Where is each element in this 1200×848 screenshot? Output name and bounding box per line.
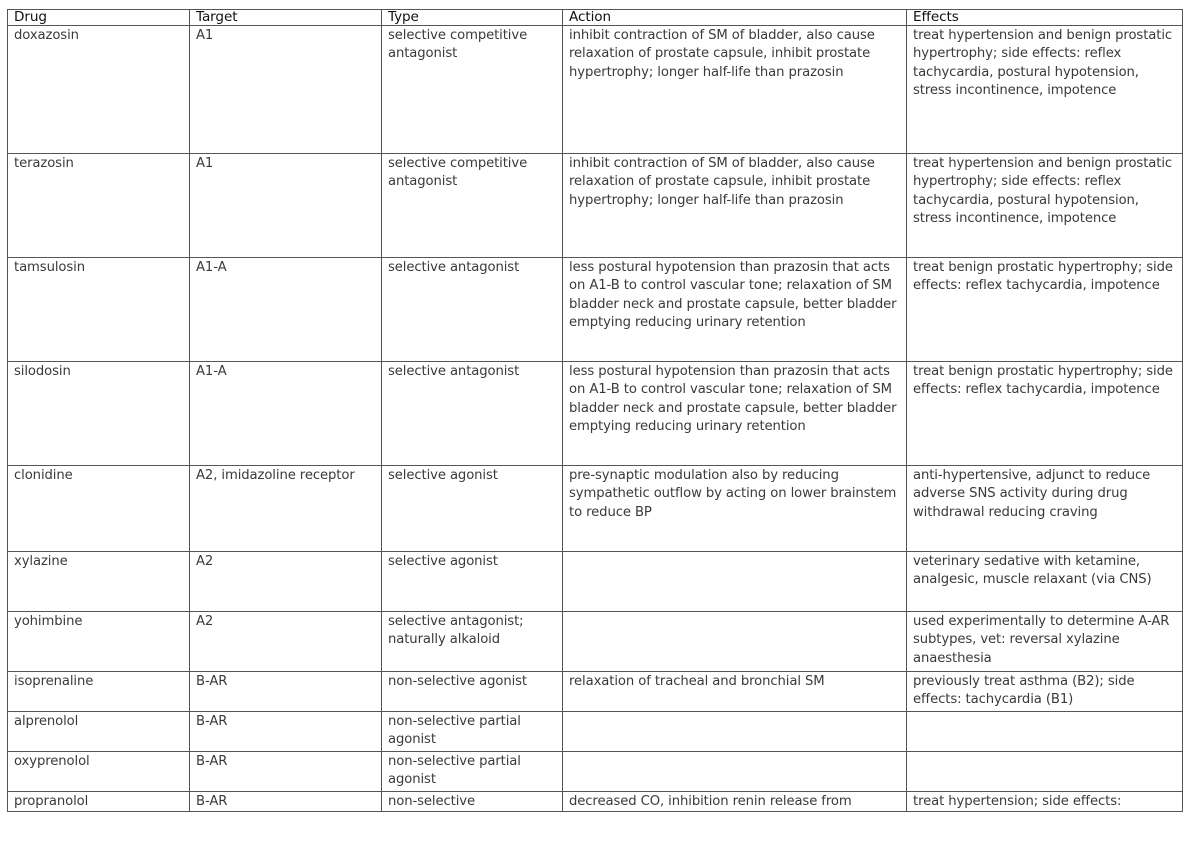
cell-drug: isoprenaline [8,672,190,712]
cell-effects: previously treat asthma (B2); side effects: tachycardia (B1) [907,672,1183,712]
cell-action [563,712,907,752]
table-row [8,792,1183,812]
cell-action [563,612,907,672]
cell-target: B-AR [190,712,382,752]
cell-effects: treat hypertension and benign prostatic hypertrophy; side effects: reflex tachycardia, postural hypotension, stress incontinence, impotence [907,26,1183,154]
cell-drug: terazosin [8,154,190,258]
cell-drug: alprenolol [8,712,190,752]
table-row [8,552,1183,612]
cell-type: selective antagonist; naturally alkaloid [382,612,563,672]
cell-drug: xylazine [8,552,190,612]
cell-drug: doxazosin [8,26,190,154]
header-effects: Effects [907,10,1183,26]
cell-type: non-selective partial agonist [382,712,563,752]
cell-target: B-AR [190,752,382,792]
cell-type: selective agonist [382,552,563,612]
cell-target: A2 [190,552,382,612]
cell-type: selective antagonist [382,258,563,362]
cell-type: selective competitive antagonist [382,26,563,154]
cell-effects: used experimentally to determine A-AR subtypes, vet: reversal xylazine anaesthesia [907,612,1183,672]
header-target: Target [190,10,382,26]
cell-effects: veterinary sedative with ketamine, analgesic, muscle relaxant (via CNS) [907,552,1183,612]
cell-target: A1-A [190,362,382,466]
cell-target: A2 [190,612,382,672]
cell-effects: treat benign prostatic hypertrophy; side effects: reflex tachycardia, impotence [907,362,1183,466]
cell-type: selective competitive antagonist [382,154,563,258]
cell-type: non-selective [382,792,563,812]
cell-effects: anti-hypertensive, adjunct to reduce adverse SNS activity during drug withdrawal reducing craving [907,466,1183,552]
table-row [8,752,1183,792]
cell-type: non-selective partial agonist [382,752,563,792]
cell-drug: propranolol [8,792,190,812]
cell-action [563,752,907,792]
table-row [8,612,1183,672]
cell-effects: treat benign prostatic hypertrophy; side effects: reflex tachycardia, impotence [907,258,1183,362]
table-row [8,258,1183,362]
table-row [8,712,1183,752]
cell-action: relaxation of tracheal and bronchial SM [563,672,907,712]
cell-effects: treat hypertension and benign prostatic hypertrophy; side effects: reflex tachycardia, postural hypotension, stress incontinence, impotence [907,154,1183,258]
header-drug: Drug [8,10,190,26]
cell-action [563,552,907,612]
header-type: Type [382,10,563,26]
cell-effects [907,752,1183,792]
cell-action: inhibit contraction of SM of bladder, also cause relaxation of prostate capsule, inhibit prostate hypertrophy; longer half-life than prazosin [563,26,907,154]
table-row [8,466,1183,552]
cell-drug: oxyprenolol [8,752,190,792]
cell-action: less postural hypotension than prazosin that acts on A1-B to control vascular tone; relaxation of SM bladder neck and prostate capsule, better bladder emptying reducing urinary retention [563,258,907,362]
cell-type: selective antagonist [382,362,563,466]
cell-target: A1 [190,26,382,154]
cell-target: A1 [190,154,382,258]
cell-effects: treat hypertension; side effects: [907,792,1183,812]
cell-type: non-selective agonist [382,672,563,712]
cell-action: inhibit contraction of SM of bladder, also cause relaxation of prostate capsule, inhibit prostate hypertrophy; longer half-life than prazosin [563,154,907,258]
table-row [8,26,1183,154]
cell-action: pre-synaptic modulation also by reducing sympathetic outflow by acting on lower brainstem to reduce BP [563,466,907,552]
cell-action: decreased CO, inhibition renin release from [563,792,907,812]
cell-drug: silodosin [8,362,190,466]
header-action: Action [563,10,907,26]
cell-type: selective agonist [382,466,563,552]
table-header [8,10,1183,26]
table-row [8,154,1183,258]
drug-table [7,9,1183,812]
cell-target: B-AR [190,792,382,812]
cell-target: A1-A [190,258,382,362]
table-row [8,362,1183,466]
cell-drug: tamsulosin [8,258,190,362]
cell-drug: clonidine [8,466,190,552]
table-row [8,672,1183,712]
header-row [8,10,1183,26]
cell-drug: yohimbine [8,612,190,672]
cell-target: B-AR [190,672,382,712]
cell-effects [907,712,1183,752]
cell-action: less postural hypotension than prazosin that acts on A1-B to control vascular tone; relaxation of SM bladder neck and prostate capsule, better bladder emptying reducing urinary retention [563,362,907,466]
cell-target: A2, imidazoline receptor [190,466,382,552]
